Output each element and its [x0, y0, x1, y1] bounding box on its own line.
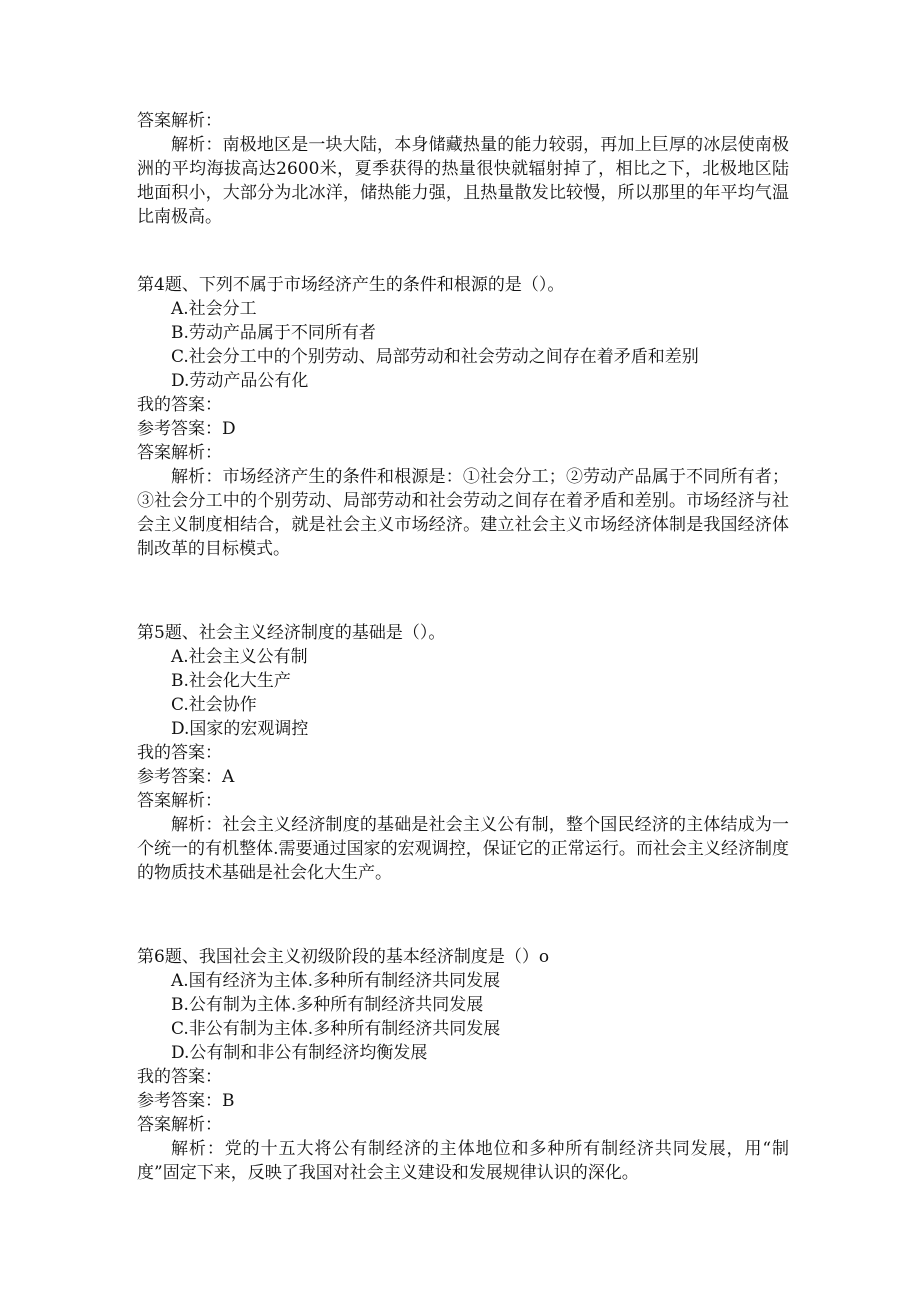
my-answer-label: 我的答案： [137, 743, 222, 763]
analysis-text: 解析：南极地区是一块大陆，本身储藏热量的能力较弱，再加上巨厚的冰层使南极洲的平均海拔高达2600米，夏季获得的热量很快就辐射掉了，相比之下，北极地区陆地面积小，大部分为北冰洋，储热能力强，且热量散发比较慢，所以那里的年平均气温比南极高。 [137, 135, 789, 227]
question-title: 第6题、我国社会主义初级阶段的基本经济制度是（）o [137, 947, 550, 967]
analysis-label: 答案解析： [137, 791, 222, 811]
my-answer-label: 我的答案： [137, 395, 222, 415]
option-c: C.社会协作 [171, 695, 257, 715]
question-4 [137, 273, 789, 561]
analysis-label: 答案解析： [137, 1115, 222, 1135]
reference-answer: 参考答案：D [137, 419, 236, 439]
intro-analysis-section [137, 109, 789, 229]
option-a: A.社会分工 [171, 299, 257, 319]
reference-answer: 参考答案：B [137, 1091, 235, 1111]
analysis-text: 解析：党的十五大将公有制经济的主体地位和多种所有制经济共同发展，用“制度”固定下来，反映了我国对社会主义建设和发展规律认识的深化。 [137, 1139, 789, 1183]
reference-answer: 参考答案：A [137, 767, 235, 787]
my-answer-label: 我的答案： [137, 1067, 222, 1087]
analysis-text: 解析：社会主义经济制度的基础是社会主义公有制，整个国民经济的主体结成为一个统一的有机整体.需要通过国家的宏观调控，保证它的正常运行。而社会主义经济制度的物质技术基础是社会化大生产。 [137, 815, 789, 883]
analysis-label: 答案解析： [137, 443, 222, 463]
option-c: C.非公有制为主体.多种所有制经济共同发展 [171, 1019, 501, 1039]
analysis-label: 答案解析： [137, 111, 222, 131]
option-c: C.社会分工中的个别劳动、局部劳动和社会劳动之间存在着矛盾和差别 [171, 347, 699, 367]
option-d: D.国家的宏观调控 [171, 719, 309, 739]
option-b: B.公有制为主体.多种所有制经济共同发展 [171, 995, 484, 1015]
question-6 [137, 945, 789, 1185]
option-d: D.公有制和非公有制经济均衡发展 [171, 1043, 428, 1063]
document-body [137, 109, 789, 1185]
question-5 [137, 621, 789, 885]
option-a: A.国有经济为主体.多种所有制经济共同发展 [171, 971, 501, 991]
option-b: B.劳动产品属于不同所有者 [171, 323, 376, 343]
question-title: 第4题、下列不属于市场经济产生的条件和根源的是（）。 [137, 275, 565, 295]
question-title: 第5题、社会主义经济制度的基础是（）。 [137, 623, 446, 643]
analysis-text: 解析：市场经济产生的条件和根源是：①社会分工；②劳动产品属于不同所有者；③社会分工中的个别劳动、局部劳动和社会劳动之间存在着矛盾和差别。市场经济与社会主义制度相结合，就是社会主义市场经济。建立社会主义市场经济体制是我国经济体制改革的目标模式。 [137, 467, 789, 559]
option-b: B.社会化大生产 [171, 671, 291, 691]
option-a: A.社会主义公有制 [171, 647, 308, 667]
option-d: D.劳动产品公有化 [171, 371, 309, 391]
